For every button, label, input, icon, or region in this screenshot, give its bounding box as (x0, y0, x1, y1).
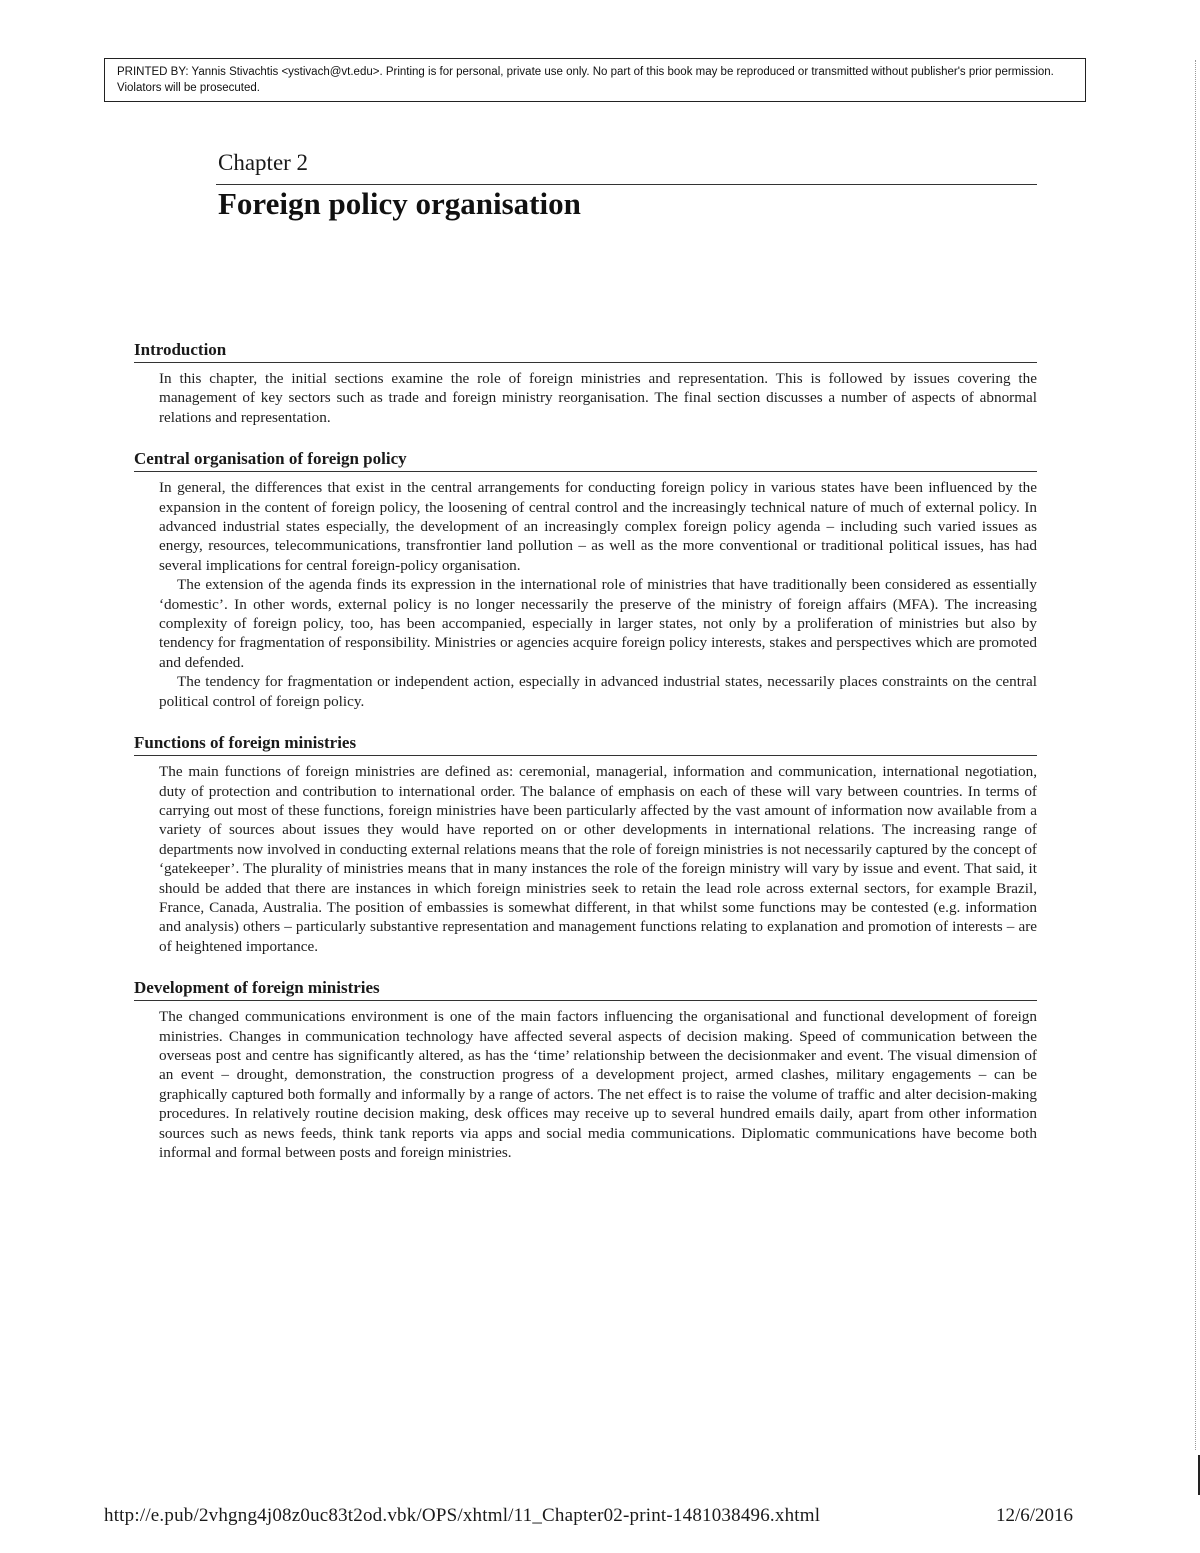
paragraph: The changed communications environment is one of the main factors influencing the organisational and functional development of foreign ministries. Changes in communication technology have affected several aspects of decision making. Speed of communication between the overseas post and centre has significantly altered, as has the ‘time’ relationship between the decisionmaker and event. The visual dimension of an event – drought, demonstration, the construction progress of a development project, armed clashes, military engagements – can be graphically captured both formally and informally by a range of actors. The net effect is to raise the volume of traffic and alter decision-making procedures. In relatively routine decision making, desk offices may receive up to several hundred emails daily, apart from other information sources such as news feeds, think tank reports via apps and social media communications. Diplomatic communications have become both informal and formal between posts and foreign ministries. (159, 1008, 1037, 1161)
chapter-title: Foreign policy organisation (218, 186, 581, 221)
chapter-label: Chapter 2 (218, 150, 309, 175)
footer-url: http://e.pub/2vhgng4j08z0uc83t2od.vbk/OPS/xhtml/11_Chapter02-print-1481038496.xhtml (104, 1505, 821, 1526)
paragraph: The main functions of foreign ministries are defined as: ceremonial, managerial, information and communication, international negotiation, duty of protection and contribution to international order. The balance of emphasis on each of these will vary between countries. In terms of carrying out most of these functions, foreign ministries have been particularly affected by the vast amount of information now available from a variety of sources about issues they would have reported on or other developments in international relations. The increasing range of departments now involved in conducting external relations means that the role of foreign ministries is not necessarily captured by the concept of ‘gatekeeper’. The plurality of ministries means that in many instances the role of the foreign ministry will vary by issue and event. That said, it should be added that there are instances in which foreign ministries seek to retain the lead role across external sectors, for example Brazil, France, Canada, Australia. The position of embassies is somewhat different, in that whilst some functions may be contested (e.g. information and analysis) others – particularly substantive representation and management functions relating to explanation and promotion of interests – are of heightened importance. (159, 763, 1037, 955)
section-heading: Central organisation of foreign policy (134, 449, 1037, 472)
document-body (134, 340, 1037, 1162)
chapter-rule (216, 184, 1037, 185)
section-heading: Introduction (134, 340, 1037, 363)
section-heading: Development of foreign ministries (134, 978, 1037, 1001)
paragraph: In this chapter, the initial sections examine the role of foreign ministries and representation. This is followed by issues covering the management of key sectors such as trade and foreign ministry reorganisation. The final section discusses a number of aspects of abnormal relations and representation. (159, 370, 1037, 426)
section-heading: Functions of foreign ministries (134, 733, 1037, 756)
section-functions (134, 733, 1037, 956)
section-central-organisation (134, 449, 1037, 711)
section-development (134, 978, 1037, 1162)
paragraph: The tendency for fragmentation or independent action, especially in advanced industrial states, necessarily places constraints on the central political control of foreign policy. (159, 673, 1037, 710)
paragraph: In general, the differences that exist in the central arrangements for conducting foreign policy in various states have been influenced by the expansion in the content of foreign policy, the loosening of central control and the increasingly technical nature of much of external policy. In advanced industrial states especially, the development of an increasingly complex foreign policy agenda – including such varied issues as energy, resources, telecommunications, transfrontier land pollution – as well as the more conventional or traditional political issues, has had several implications for central foreign-policy organisation. (159, 479, 1037, 574)
paragraph: The extension of the agenda finds its expression in the international role of ministries that have traditionally been considered as essentially ‘domestic’. In other words, external policy is no longer necessarily the preserve of the ministry of foreign affairs (MFA). The increasing complexity of foreign policy, too, has been accompanied, especially in larger states, not only by a proliferation of ministries but also by tendency for fragmentation of responsibility. Ministries or agencies acquire foreign policy interests, stakes and perspectives which are promoted and defended. (159, 576, 1037, 671)
print-notice: PRINTED BY: Yannis Stivachtis <ystivach@vt.edu>. Printing is for personal, private use only. No part of this book may be reproduced or transmitted without publisher's prior permission. Violators will be prosecuted. (104, 58, 1086, 102)
footer-date: 12/6/2016 (996, 1505, 1074, 1526)
section-introduction (134, 340, 1037, 427)
scan-margin-marks (1187, 60, 1196, 1450)
